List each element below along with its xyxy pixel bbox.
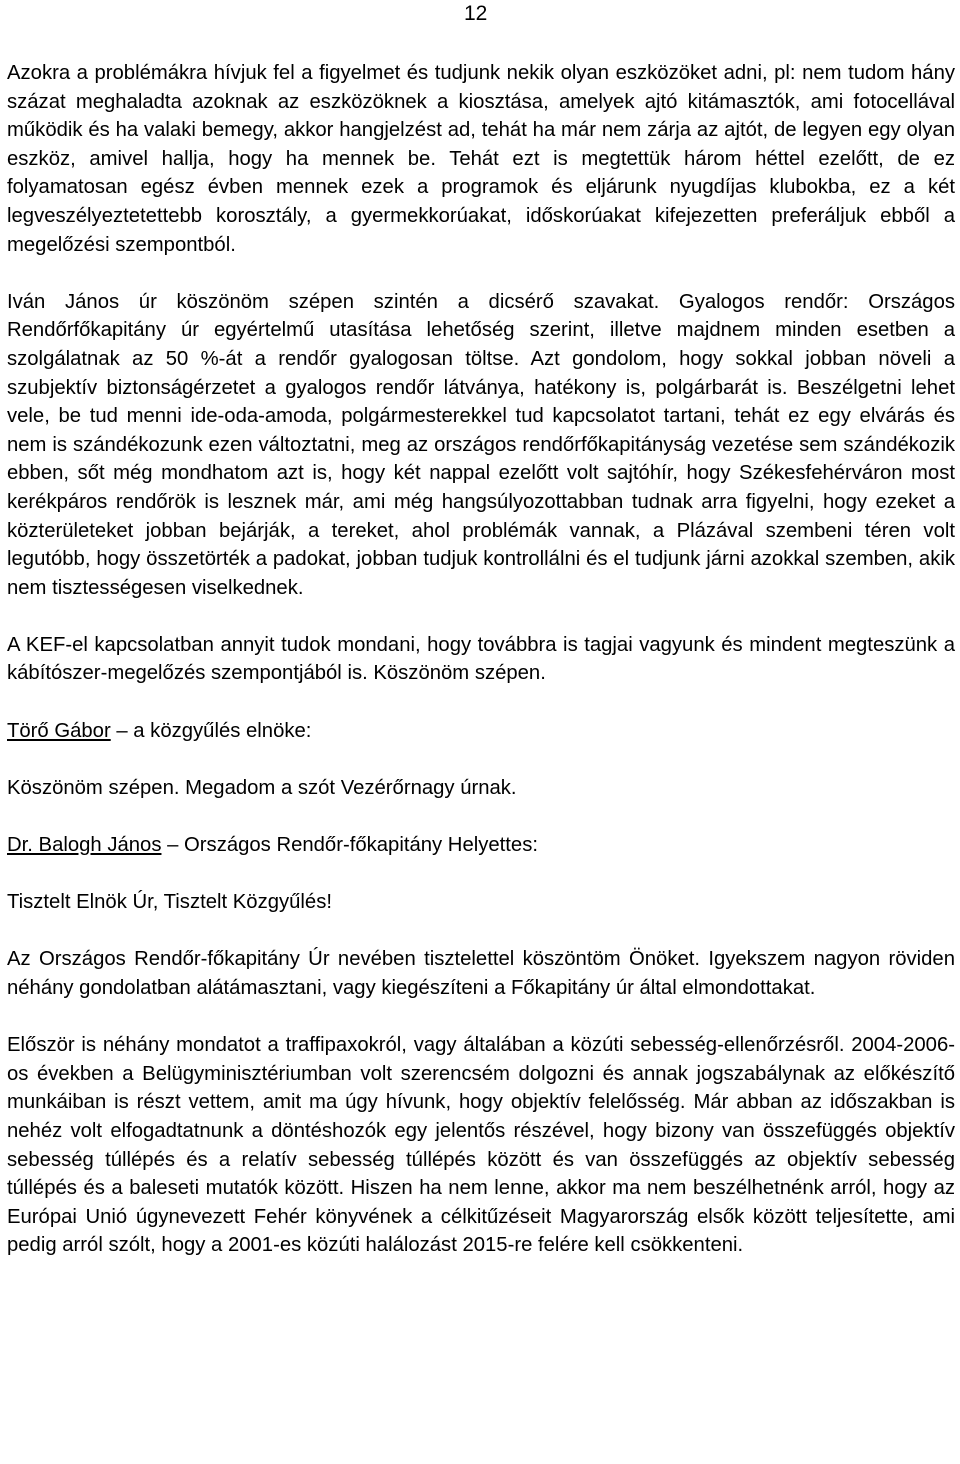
paragraph-2: Iván János úr köszönöm szépen szintén a dicsérő szavakat. Gyalogos rendőr: Országos Rendőrfőkapitány úr egyértelmű utasítása lehetőség szerint, illetve majdnem minden esetben a szolgálatnak az 50 %-át a rendőr gyalogosan töltse. Azt gondolom, hogy sokkal jobban növeli a szubjektív biztonságérzetet a gyalogos rendőr látványa, hatékony is, polgárbarát is. Beszélgetni lehet vele, be tud menni ide-oda-amoda, polgármesterekkel tud kapcsolatot tartani, tehát ez egy elvárás és nem is szándékozunk ezen változtatni, meg az országos rendőrfőkapitányság vezetése sem szándékozik ebben, sőt még mondhatom azt is, hogy két nappal ezelőtt volt sajtóhír, hogy Székesfehérváron most kerékpáros rendőrök is lesznek már, ami még hangsúlyozottabban tudnak arra figyelni, hogy ezeket a közterületeket jobban bejárják, a tereket, ahol problémák vannak, a Plázával szembeni téren volt legutóbb, hogy összetörték a padokat, jobban tudjuk kontrollálni és el tudjunk járni azokkal szemben, akik nem tisztességesen viselkednek. bbox=[7, 290, 955, 599]
speaker-heading-1 bbox=[7, 717, 955, 746]
speaker-role-2: – Országos Rendőr-főkapitány Helyettes: bbox=[161, 834, 538, 857]
paragraph-7: Először is néhány mondatot a traffipaxokról, vagy általában a közúti sebesség-ellenőrzésről. 2004-2006-os években a Belügyminisztériumban volt szerencsém dolgozni és annak jogszabálynak az előkészítő munkáiban is részt vettem, amit ma úgy hívunk, hogy objektív felelősség. Már abban az időszakban is nehéz volt elfogadtatnunk a döntéshozók egy jelentős részével, hogy bizony van összefüggés objektív sebesség túllépés és a relatív sebesség túllépés között és van összefüggés az objektív sebesség túllépés és a baleseti mutatók között. Hiszen ha nem lenne, akkor ma nem beszélhetnénk arról, hogy az Európai Unió úgynevezett Fehér könyvének a célkitűzéseit Magyarország elsők között teljesítette, ami pedig arról szólt, hogy a 2001-es közúti halálozást 2015-re felére kell csökkenteni. bbox=[7, 1034, 955, 1257]
speaker-name-2: Dr. Balogh János bbox=[7, 834, 162, 857]
speaker-name-1: Törő Gábor bbox=[7, 719, 111, 742]
paragraph-1: Azokra a problémákra hívjuk fel a figyelmet és tudjunk nekik olyan eszközöket adni, pl: nem tudom hány százat meghaladta azoknak az eszközöknek a kiosztása, amelyek ajtó kitámasztók, ami fotocellával működik és ha valaki bemegy, akkor hangjelzést ad, tehát ha már nem zárja az ajtót, de legyen egy olyan eszköz, amivel hallja, hogy ha mennek be. Tehát ezt is megtettük három héttel ezelőtt, de ez folyamatosan egész évben mennek ezek a programok és eljárunk nyugdíjas klubokba, ez a két legveszélyeztetettebb korosztály, a gyermekkorúakat, időskorúakat kifejezetten preferáljuk ebből a megelőzési szempontból. bbox=[7, 62, 955, 256]
paragraph-6: Az Országos Rendőr-főkapitány Úr nevében tisztelettel köszöntöm Önöket. Igyekszem nagyon röviden néhány gondolatban alátámasztani, vagy kiegészíteni a Főkapitány úr által elmondottakat. bbox=[7, 948, 955, 999]
paragraph-5: Tisztelt Elnök Úr, Tisztelt Közgyűlés! bbox=[7, 891, 332, 914]
document-body bbox=[7, 59, 955, 1260]
paragraph-3: A KEF-el kapcsolatban annyit tudok mondani, hogy továbbra is tagjai vagyunk és mindent megteszünk a kábítószer-megelőzés szempontjából is. Köszönöm szépen. bbox=[7, 633, 955, 685]
paragraph-4: Köszönöm szépen. Megadom a szót Vezérőrnagy úrnak. bbox=[7, 776, 517, 799]
page-number: 12 bbox=[464, 2, 488, 25]
speaker-heading-2 bbox=[7, 831, 955, 860]
speaker-role-1: – a közgyűlés elnöke: bbox=[110, 719, 312, 742]
